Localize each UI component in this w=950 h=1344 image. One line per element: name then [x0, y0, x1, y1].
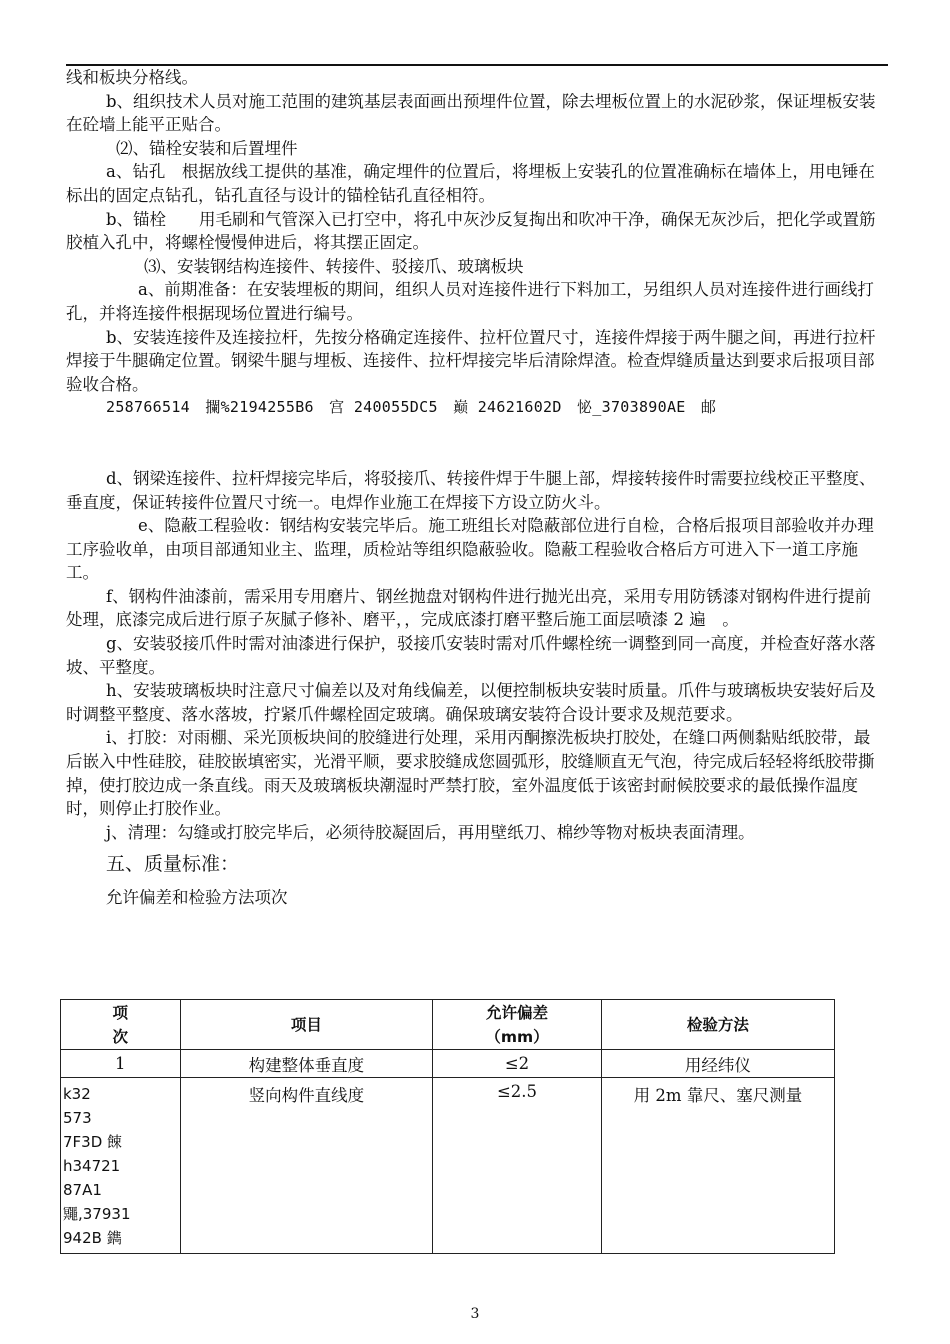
- table-cell: 构建整体垂直度: [180, 1050, 433, 1078]
- subheading: ⑶、安装钢结构连接件、转接件、驳接爪、玻璃板块: [144, 256, 524, 276]
- subheading: ⑵、锚栓安装和后置埋件: [116, 138, 298, 158]
- column-header: 项 次: [61, 1000, 181, 1050]
- paragraph: i、打胶：对雨棚、采光顶板块间的胶缝进行处理，采用丙酮擦洗板块打胶处，在缝口两侧黏贴纸胶带，最后嵌入中性硅胶，硅胶嵌填密实，光滑平顺，要求胶缝成您圆弧形，胶缝顺直无气泡，待完成后轻轻将纸胶带撕掉，使打胶边成一条直线。雨天及玻璃板块潮湿时严禁打胶，室外温度低于该密封耐候胶要求的最低操作温度时，则停止打胶作业。: [66, 728, 875, 819]
- table-cell: 1: [61, 1050, 181, 1078]
- paragraph: j、清理：勾缝或打胶完毕后，必须待胶凝固后，再用壁纸刀、棉纱等物对板块表面清理。: [106, 822, 755, 842]
- table-caption: 允许偏差和检验方法项次: [106, 888, 288, 908]
- table-cell: 竖向构件直线度: [180, 1078, 433, 1254]
- table-cell: k32 573 7F3D 餗 h34721 87A1 鼆,37931 942B 鐫: [61, 1078, 181, 1254]
- table-cell: 用经纬仪: [601, 1050, 834, 1078]
- quality-standard-table: [60, 999, 835, 1254]
- table-row: [61, 1078, 835, 1254]
- body-text: [66, 66, 886, 910]
- paragraph: b、安装连接件及连接拉杆，先按分格确定连接件、拉杆位置尺寸，连接件焊接于两牛腿之间，再进行拉杆焊接于牛腿确定位置。钢梁牛腿与埋板、连接件、拉杆焊接完毕后清除焊渣。检查焊缝质量达到要求后报项目部验收合格。: [66, 327, 876, 394]
- table-cell: ≤2: [433, 1050, 602, 1078]
- table-cell: ≤2.5: [433, 1078, 602, 1254]
- paragraph: e、隐蔽工程验收：钢结构安装完毕后。施工班组长对隐蔽部位进行自检，合格后报项目部验收并办理工序验收单，由项目部通知业主、监理，质检站等组织隐蔽验收。隐蔽工程验收合格后方可进入下一道工序施工。: [66, 516, 874, 583]
- table-header-row: [61, 1000, 835, 1050]
- garbled-code-line: 258766514 攔%2194255B6 宫 240055DC5 巅 24621602D 怭_3703890AE 邮: [106, 398, 717, 417]
- paragraph: f、钢构件油漆前，需采用专用磨片、钢丝抛盘对钢构件进行抛光出亮，采用专用防锈漆对钢构件进行提前处理，底漆完成后进行原子灰腻子修补、磨平，，完成底漆打磨平整后施工面层喷漆 2 遍 。: [66, 586, 872, 630]
- paragraph: a、钻孔 根据放线工提供的基准，确定埋件的位置后，将埋板上安装孔的位置准确标在墙体上，用电锤在标出的固定点钻孔，钻孔直径与设计的锚栓钻孔直径相符。: [66, 162, 875, 205]
- paragraph: a、前期准备：在安装埋板的期间，组织人员对连接件进行下料加工，另组织人员对连接件进行画线打孔，并将连接件根据现场位置进行编号。: [66, 280, 874, 323]
- paragraph: g、安装驳接爪件时需对油漆进行保护，驳接爪安装时需对爪件螺栓统一调整到同一高度，并检查好落水落坡、平整度。: [66, 634, 876, 677]
- paragraph: b、锚栓 用毛刷和气管深入已打空中，将孔中灰沙反复掏出和吹冲干净，确保无灰沙后，把化学或置筋胶植入孔中，将螺栓慢慢伸进后，将其摆正固定。: [66, 209, 876, 253]
- column-header: 项目: [180, 1000, 433, 1050]
- column-header: 检验方法: [601, 1000, 834, 1050]
- paragraph: b、组织技术人员对施工范围的建筑基层表面画出预埋件位置，除去埋板位置上的水泥砂浆，保证埋板安装在砼墙上能平正贴合。: [66, 91, 876, 135]
- page-number: 3: [470, 1306, 480, 1322]
- table-cell: 用 2m 靠尺、塞尺测量: [601, 1078, 834, 1254]
- column-header: 允许偏差 （mm）: [433, 1000, 602, 1050]
- section-heading: 五、质量标准：: [106, 853, 240, 876]
- paragraph: d、钢梁连接件、拉杆焊接完毕后，将驳接爪、转接件焊于牛腿上部，焊接转接件时需要拉线校正平整度、垂直度，保证转接件位置尺寸统一。电焊作业施工在焊接下方设立防火斗。: [66, 468, 876, 512]
- paragraph: 线和板块分格线。: [66, 68, 198, 87]
- paragraph: h、安装玻璃板块时注意尺寸偏差以及对角线偏差，以便控制板块安装时质量。爪件与玻璃板块安装好后及时调整平整度、落水落坡，拧紧爪件螺栓固定玻璃。确保玻璃安装符合设计要求及规范要求。: [66, 681, 876, 724]
- table-row: [61, 1050, 835, 1078]
